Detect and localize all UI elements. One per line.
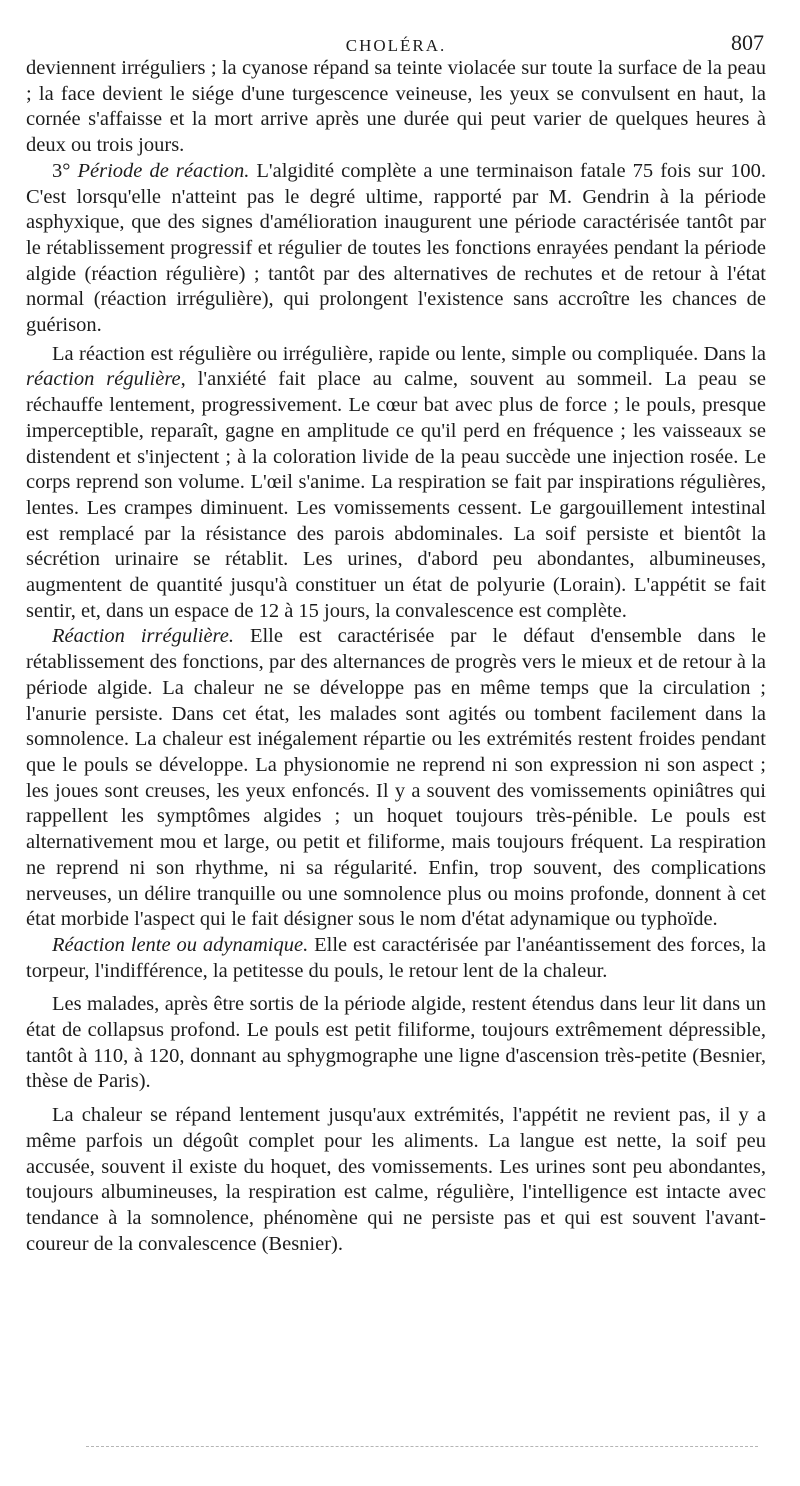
book-page (26, 26, 766, 1257)
paragraph-reaction-irreguliere (26, 624, 766, 932)
paragraph-text: , l'anxiété fait place au calme, souvent au sommeil. La peau se réchauffe lentement, progressivement. Le cœur bat avec plus de force ; le pouls, presque imperceptible, reparaît, gagne en amplitude ce qu'il perd en fréquence ; les vaisseaux se distendent et s'injectent ; à la coloration livide de la peau succède une injection rosée. Le corps reprend son volume. L'œil s'anime. La respiration se fait par inspirations régulières, lentes. Les crampes diminuent. Les vomissements cessent. Le gargouillement intestinal est remplacé par la résistance des parois abdominales. La soif persiste et bientôt la sécrétion urinaire se rétablit. Les urines, d'abord peu abondantes, albumineuses, augmentent de quantité jusqu'à constituer un état de polyurie (Lorain). L'appétit se fait sentir, et, dans un espace de 12 à 15 jours, la convalescence est complète. (26, 368, 766, 622)
page-header (26, 26, 766, 56)
section-heading: Période de réaction. (77, 159, 250, 182)
paragraph-collapsus (26, 992, 766, 1095)
paragraph-text: Elle est caractérisée par le défaut d'ensemble dans le rétablissement des fonctions, par des alternances de progrès vers le mieux et de retour à la période algide. La chaleur ne se développe pas en même temps que la circulation ; l'anurie persiste. Dans cet état, les malades sont agités ou tombent facilement dans la somnolence. La chaleur est inégalement répartie ou les extrémités restent froides pendant que le pouls se développe. La physionomie ne reprend ni son expression ni son aspect ; les joues sont creuses, les yeux enfoncés. Il y a souvent des vomissements opiniâtres qui rappellent les symptômes algides ; un hoquet toujours très-pénible. Le pouls est alternativement mou et large, ou petit et filiforme, mais toujours fréquent. La respiration ne reprend ni son rhythme, ni sa régularité. Enfin, trop souvent, des complications nerveuses, un délire tranquille ou une somnolence plus ou moins profonde, donnent à cet état morbide l'aspect qui le fait désigner sous le nom d'état adynamique ou typhoïde. (26, 625, 766, 931)
footer-rule (86, 1446, 758, 1447)
running-head: CHOLÉRA. (345, 36, 447, 55)
paragraph-text: Les malades, après être sortis de la période algide, restent étendus dans leur lit dans un état de collapsus profond. Le pouls est petit filiforme, toujours extrêmement dépressible, tantôt à 110, à 120, donnant au sphygmographe une ligne d'ascension très-petite (Besnier, thèse de Paris). (26, 993, 766, 1093)
paragraph-cyanose (26, 56, 766, 159)
section-number: 3° (52, 159, 78, 182)
paragraph-reaction-reguliere (26, 342, 766, 625)
paragraph-text: Elle est caractérisée par l'anéantissement des forces, la torpeur, l'indifférence, la petitesse du pouls, le retour lent de la chaleur. (26, 933, 766, 982)
paragraph-reaction-lente (26, 933, 766, 984)
paragraph-chaleur (26, 1103, 766, 1257)
paragraph-text: deviennent irréguliers ; la cyanose répand sa teinte violacée sur toute la surface de la peau ; la face devient le siége d'une turgescence veineuse, les yeux se convulsent en haut, la cornée s'affaisse et la mort arrive après une durée qui peut varier de quelques heures à deux ou trois jours. (26, 57, 766, 157)
paragraph-text: La réaction est régulière ou irrégulière, rapide ou lente, simple ou compliquée. Dans la (52, 342, 766, 365)
paragraph-text: L'algidité complète a une terminaison fatale 75 fois sur 100. C'est lorsqu'elle n'atteint pas le degré ultime, rapporté par M. Gendrin à la période asphyxique, que des signes d'amélioration inaugurent une période caractérisée tantôt par le rétablissement progressif et régulier de toutes les fonctions enrayées pendant la période algide (réaction régulière) ; tantôt par des alternatives de rechutes et de retour à l'état normal (réaction irrégulière), qui prolongent l'existence sans accroître les chances de guérison. (26, 159, 766, 337)
italic-term: réaction régulière (26, 368, 181, 391)
page-number: 807 (731, 30, 764, 55)
page-body (26, 56, 766, 1257)
section-heading: Réaction lente ou adynamique. (52, 933, 309, 956)
section-heading: Réaction irrégulière. (52, 625, 234, 648)
paragraph-periode-reaction (26, 159, 766, 339)
paragraph-text: La chaleur se répand lentement jusqu'aux extrémités, l'appétit ne revient pas, il y a même parfois un dégoût complet pour les aliments. La langue est nette, la soif peu accusée, souvent il existe du hoquet, des vomissements. Les urines sont peu abondantes, toujours albumineuses, la respiration est calme, régulière, l'intelligence est intacte avec tendance à la somnolence, phénomène qui ne persiste pas et qui est souvent l'avant-coureur de la convalescence (Besnier). (26, 1104, 766, 1255)
